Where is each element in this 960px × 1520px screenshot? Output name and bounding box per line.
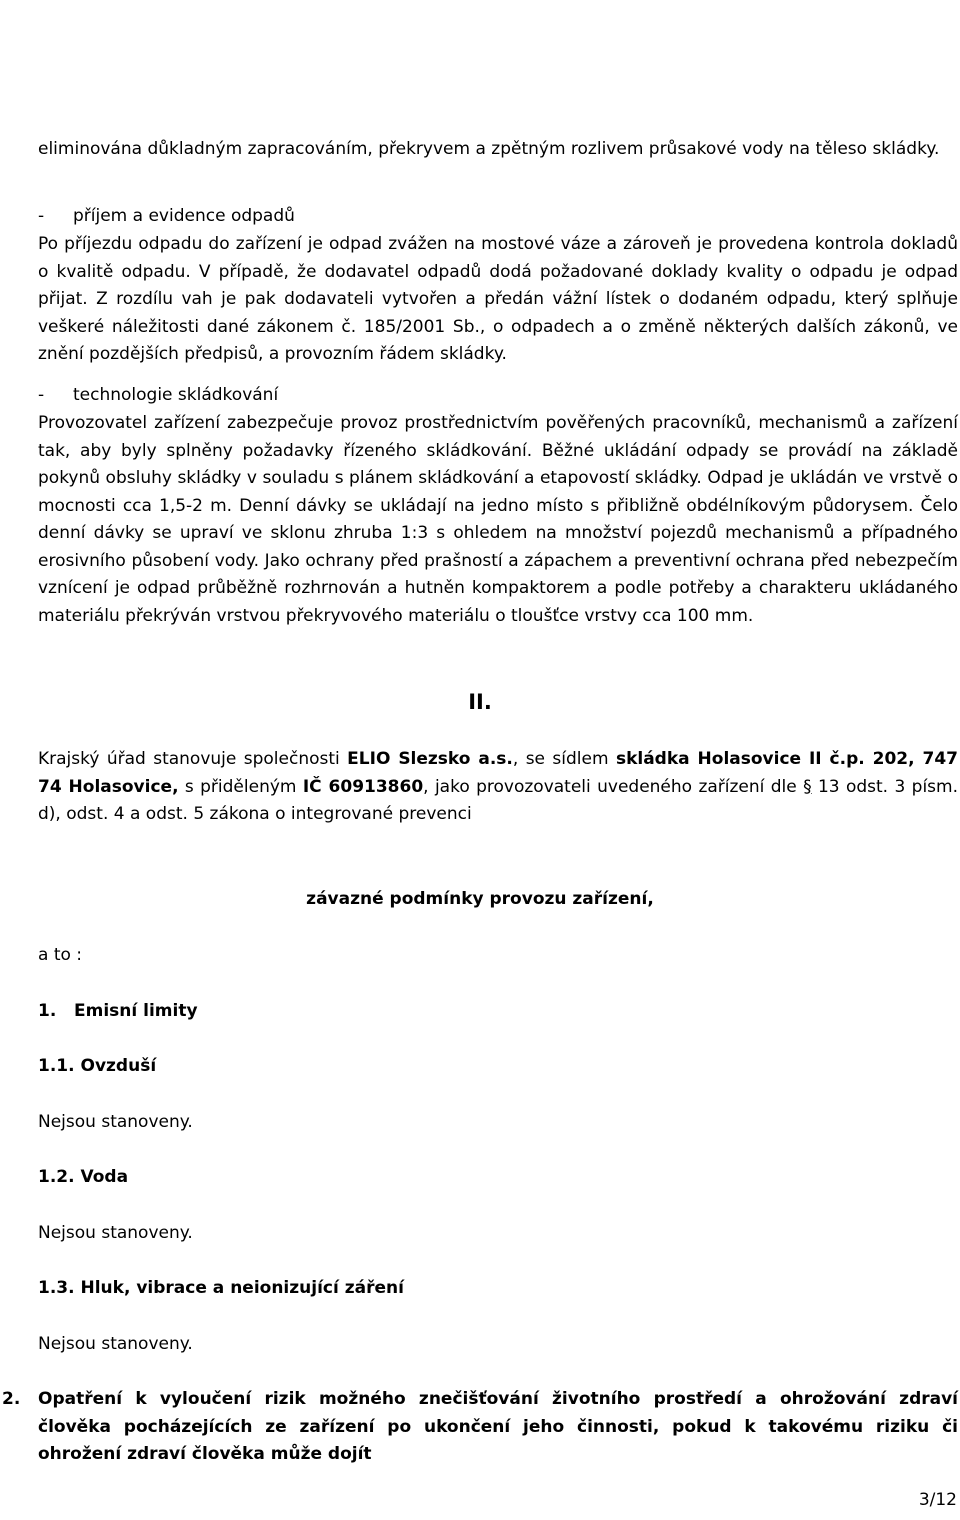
item-water-value: Nejsou stanoveny. bbox=[38, 1223, 193, 1243]
item-noise-value: Nejsou stanoveny. bbox=[38, 1334, 193, 1354]
dash-marker: - bbox=[38, 385, 45, 405]
paragraph-waste-intake: Po příjezdu odpadu do zařízení je odpad zvážen na mostové váze a zároveň je provedena kontrola dokladů o kvalitě odpadu. V případě, že dodavatel odpadů dodá požadované doklady kvality o odpadu je odpad přijat. Z rozdílu vah je pak dodavateli vytvořen a předán vážní lístek o dodaném odpadu, který splňuje veškeré náležitosti dané zákonem č. 185/2001 Sb., o odpadech a o změně některých dalších zákonů, ve znění pozdějších předpisů, a provozním řádem skládky. bbox=[38, 234, 958, 364]
section-heading: II. bbox=[468, 690, 492, 714]
company-name: ELIO Slezsko a.s. bbox=[347, 749, 513, 769]
item-label: Hluk, vibrace a neionizující záření bbox=[80, 1278, 404, 1298]
intro-text: , se sídlem bbox=[512, 749, 616, 769]
item-number: 1. bbox=[38, 1001, 57, 1021]
bullet-label: příjem a evidence odpadů bbox=[73, 206, 295, 226]
header-permit-reference: Integrované povolení čj. ŽPZ/4581/03/Kl ze dne 19. 11. 2003, ve znění pozdějších změn bbox=[95, 36, 865, 56]
item-number: 1.2. bbox=[38, 1167, 75, 1187]
item-emission-limits bbox=[38, 1000, 198, 1022]
item-label: Voda bbox=[80, 1167, 129, 1187]
item-number: 1.1. bbox=[38, 1056, 75, 1076]
company-ic: IČ 60913860 bbox=[302, 776, 424, 797]
bullet-label: technologie skládkování bbox=[73, 385, 279, 405]
list-intro: a to : bbox=[38, 945, 83, 965]
item-air bbox=[38, 1055, 156, 1077]
paragraph-landfill-technology: Provozovatel zařízení zabezpečuje provoz prostřednictvím pověřených pracovníků, mechanismů a zařízení tak, aby byly splněny požadavky řízeného skládkování. Běžné ukládání odpady se provádí na základě pokynů obsluhy skládky v souladu s plánem skládkování a etapovostí skládky. Odpad je ukládán ve vrstvě o mocnosti cca 1,5-2 m. Denní dávky se ukládají na jedno místo s přibližně obdélníkovým půdorysem. Čelo denní dávky se upraví ve sklonu zhruba 1:3 s ohledem na množství pojezdů mechanismů a případného erosivního působení vody. Jako ochrany před prašností a zápachem a preventivní ochrana před nebezpečím vznícení je odpad průběžně rozhrnován a hutněn kompaktorem a podle potřeby a charakteru ukládaného materiálu překrýván vrstvou překryvového materiálu o tloušťce vrstvy cca 100 mm. bbox=[38, 413, 958, 626]
item-air-value: Nejsou stanoveny. bbox=[38, 1112, 193, 1132]
item-number: 2. bbox=[2, 1389, 21, 1409]
intro-text: , jako provozovateli uvedeného zařízení dle bbox=[423, 776, 804, 797]
item-noise bbox=[38, 1277, 404, 1299]
item-water bbox=[38, 1166, 128, 1188]
paragraph-decision-intro bbox=[38, 746, 958, 829]
page-number: 3/12 bbox=[918, 1490, 957, 1510]
dash-marker: - bbox=[38, 206, 45, 226]
conditions-title: závazné podmínky provozu zařízení, bbox=[306, 889, 654, 909]
item-label: Emisní limity bbox=[74, 1001, 198, 1021]
item-number: 1.3. bbox=[38, 1278, 75, 1298]
paragraph-sign: § bbox=[803, 776, 812, 797]
intro-text: 13 odst. 3 písm. d), odst. 4 a odst. 5 zákona o integrované prevenci bbox=[38, 776, 958, 824]
header-title: ELIO Slezsko a.s. – Řízená skládka odpadů Holasovice II bbox=[237, 6, 723, 26]
bullet-heading-waste-intake bbox=[38, 203, 958, 231]
bullet-heading-landfill-technology bbox=[38, 382, 958, 410]
intro-text: s přiděleným bbox=[178, 776, 303, 797]
intro-text: Krajský úřad stanovuje společnosti bbox=[38, 749, 348, 769]
company-address: skládka Holasovice II č.p. 202, 747 74 Holasovice, bbox=[38, 749, 958, 797]
page-header bbox=[0, 0, 960, 68]
item-risk-prevention: Opatření k vyloučení rizik možného znečišťování životního prostředí a ohrožování zdraví člověka pocházejících ze zařízení po ukončení jeho činnosti, pokud k takovému riziku či ohrožení zdraví člověka může dojít bbox=[38, 1389, 958, 1464]
item-label: Ovzduší bbox=[80, 1056, 157, 1076]
paragraph-continuation: eliminována důkladným zapracováním, překryvem a zpětným rozlivem průsakové vody na těleso skládky. bbox=[38, 139, 940, 159]
